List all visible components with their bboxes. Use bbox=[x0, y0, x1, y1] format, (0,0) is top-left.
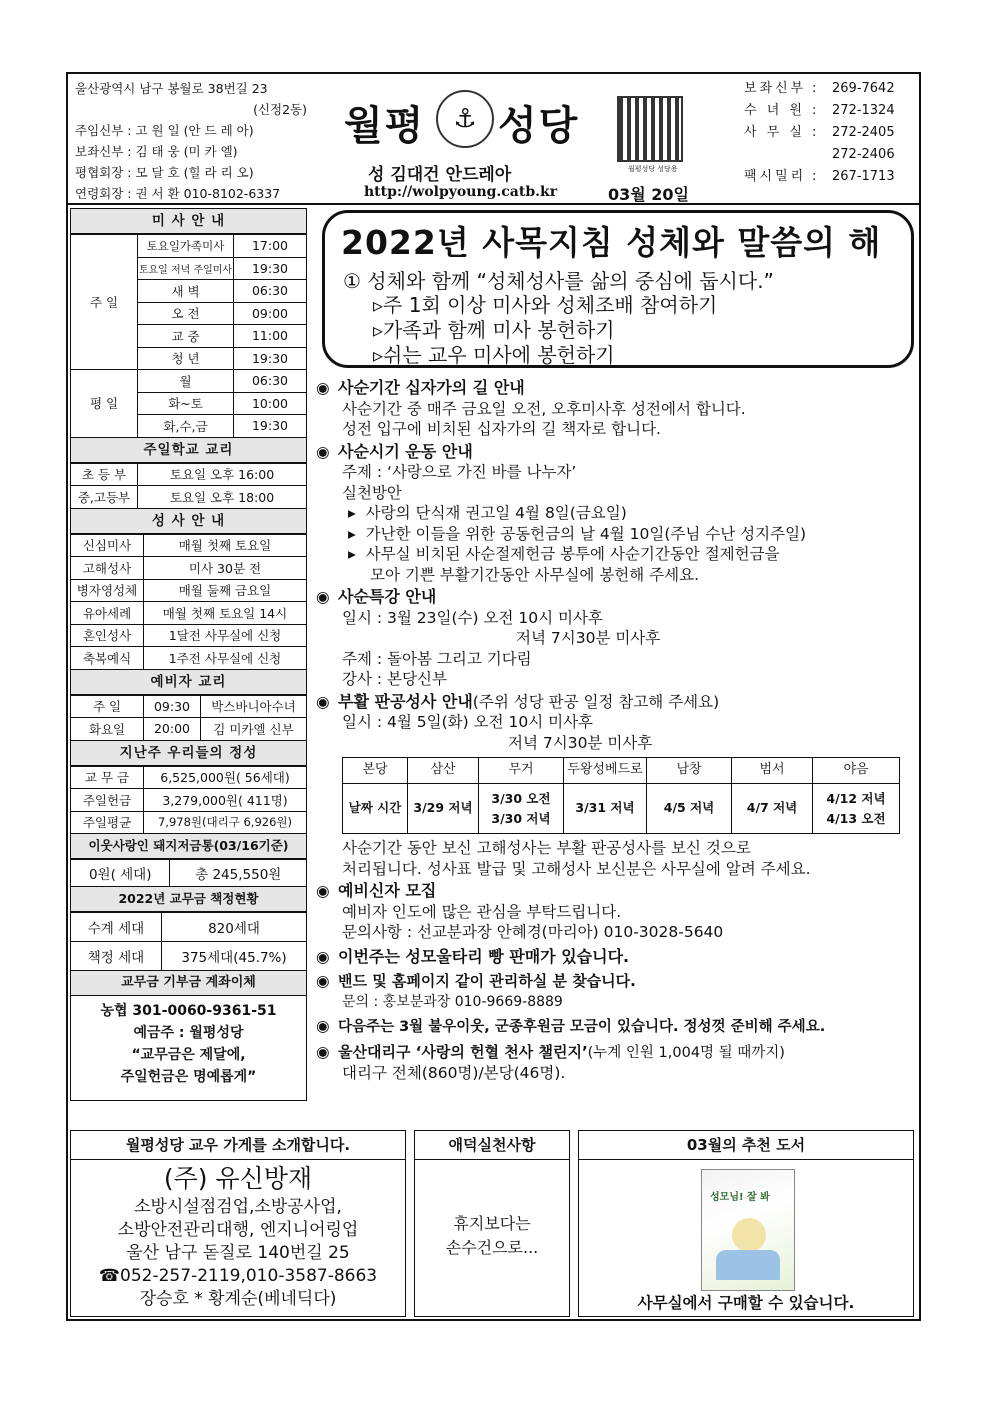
shop-owner: 장승호 * 황계순(베네딕다) bbox=[139, 1289, 337, 1309]
offering-amount: 3,279,000원( 411명) bbox=[144, 789, 307, 812]
notice-line: 저녁 7시30분 미사후 bbox=[508, 733, 653, 752]
shop-details bbox=[71, 1196, 405, 1311]
mass-name: 청 년 bbox=[138, 347, 234, 370]
book-caption: 사무실에서 구매할 수 있습니다. bbox=[637, 1294, 855, 1312]
mass-name: 화~토 bbox=[138, 392, 234, 415]
offering-type: 주일헌금 bbox=[71, 789, 144, 812]
sacrament-name: 축복예식 bbox=[71, 647, 144, 670]
sunday-label: 주 일 bbox=[71, 235, 138, 370]
banner-sub: ▹쉬는 교우 미사에 봉헌하기 bbox=[373, 343, 615, 367]
mass-table bbox=[70, 234, 307, 438]
charity-title: 애덕실천사항 bbox=[415, 1131, 569, 1160]
catechumen-time: 20:00 bbox=[144, 718, 201, 741]
header-contacts bbox=[744, 78, 914, 188]
notice-line: 문의사항 : 선교분과장 안혜경(마리아) 010-3028-5640 bbox=[342, 923, 724, 941]
sacrament-info: 매월 첫째 토요일 bbox=[144, 534, 307, 557]
penance-cell: 3/30 오전 3/30 저녁 bbox=[479, 784, 564, 834]
staff-row: 연령회장 : 권 서 환 010-8102-6337 bbox=[75, 186, 281, 201]
mass-name: 새 벽 bbox=[138, 280, 234, 303]
bulletin-date: 03월 20일 bbox=[608, 185, 690, 204]
staff-row: 주임신부 : 고 원 일 (안 드 레 아) bbox=[75, 123, 254, 138]
contact-row: 수 녀 원 : 272-1324 bbox=[744, 103, 895, 118]
mass-name: 화,수,금 bbox=[138, 415, 234, 438]
church-name-left: 월평 bbox=[344, 103, 426, 149]
shop-box bbox=[70, 1130, 406, 1317]
book-box bbox=[578, 1130, 914, 1317]
catechumen-day: 화요일 bbox=[71, 718, 144, 741]
patron-saint: 성 김대건 안드레아 bbox=[368, 165, 512, 185]
header-left-info bbox=[75, 78, 315, 204]
notice-title: ◉ 예비신자 모집 bbox=[316, 881, 437, 900]
sacrament-info: 매월 둘째 금요일 bbox=[144, 579, 307, 602]
shop-line: 소방시설점검업,소방공사업, bbox=[134, 1197, 342, 1217]
notices bbox=[316, 378, 916, 1084]
notice-title: ◉ 이번주는 성모울타리 빵 판매가 있습니다. bbox=[316, 946, 630, 966]
charity-text bbox=[415, 1212, 569, 1260]
catechumen-teacher: 김 미카엘 신부 bbox=[201, 718, 307, 741]
staff-row: 평협회장 : 모 달 호 (힐 라 리 오) bbox=[75, 165, 254, 180]
catechumen-time: 09:30 bbox=[144, 695, 201, 718]
target-icon: ◉ bbox=[316, 972, 330, 990]
mass-time: 19:30 bbox=[234, 347, 307, 370]
account-box bbox=[70, 996, 307, 1101]
triangle-bullet-icon: ▸ bbox=[348, 504, 356, 522]
slogan-line: 주일헌금은 명예롭게” bbox=[120, 1069, 257, 1085]
notice-line: 문의 : 홍보분과장 010-9669-8889 bbox=[342, 993, 563, 1010]
mass-title: 미 사 안 내 bbox=[70, 208, 307, 234]
penance-cell: 4/5 저녁 bbox=[647, 784, 732, 834]
shop-line: 울산 남구 돋질로 140번길 25 bbox=[126, 1243, 350, 1263]
banner-title: 2022년 사목지침 성체와 말씀의 해 bbox=[341, 223, 882, 262]
notice-line: 일시 : 4월 5일(화) 오전 10시 미사후 bbox=[342, 713, 594, 731]
target-icon: ◉ bbox=[316, 379, 330, 397]
penance-table bbox=[342, 757, 900, 834]
piggy-households: 0원( 세대) bbox=[71, 860, 170, 887]
penance-cell: 3/31 저녁 bbox=[564, 784, 647, 834]
header-divider bbox=[66, 203, 921, 205]
contact-row: 272-2406 bbox=[832, 147, 895, 162]
catechumen-day: 주 일 bbox=[71, 695, 144, 718]
book-title: 03월의 추천 도서 bbox=[579, 1131, 913, 1160]
book-cover-title: 성모님! 잘 봐 bbox=[710, 1192, 770, 1203]
bullet-item: ▸ 가난한 이들을 위한 공동헌금의 날 4월 10일(주님 수난 성지주일) bbox=[348, 524, 807, 543]
sacrament-name: 혼인성사 bbox=[71, 624, 144, 647]
bank-account: 농협 301-0060-9361-51 bbox=[100, 1003, 277, 1019]
mass-name: 교 중 bbox=[138, 325, 234, 348]
school-grade: 중,고등부 bbox=[71, 486, 138, 509]
notice-line: 저녁 7시30분 미사후 bbox=[516, 629, 661, 647]
school-time: 토요일 오후 16:00 bbox=[138, 463, 307, 486]
banner-sub: ▹가족과 함께 미사 봉헌하기 bbox=[373, 318, 615, 342]
slogan-line: “교무금은 제달에, bbox=[131, 1047, 246, 1063]
sacrament-title: 성 사 안 내 bbox=[70, 509, 307, 534]
shop-title: 월평성당 교우 가게를 소개합니다. bbox=[71, 1131, 405, 1160]
mass-name: 월 bbox=[138, 370, 234, 393]
school-table bbox=[70, 463, 307, 509]
contact-row: 팩시밀리 : 267-1713 bbox=[744, 169, 895, 184]
dues-count: 375세대(45.7%) bbox=[162, 942, 307, 971]
staff-row: 보좌신부 : 김 태 웅 (미 카 엘) bbox=[75, 144, 238, 159]
mass-time: 10:00 bbox=[234, 392, 307, 415]
contact-row: 보좌신부 : 269-7642 bbox=[744, 81, 895, 96]
sacrament-name: 병자영성체 bbox=[71, 579, 144, 602]
charity-box bbox=[414, 1130, 570, 1317]
shop-phone: ☎052-257-2119,010-3587-8663 bbox=[98, 1266, 378, 1286]
parish-header: 두왕성베드로 bbox=[564, 758, 647, 784]
notice-title: ◉ 울산대리구 ‘사랑의 헌혈 천사 챌린지’(누계 인원 1,004명 될 때까지) bbox=[316, 1042, 785, 1061]
pastoral-banner bbox=[322, 210, 914, 368]
sacrament-name: 고해성사 bbox=[71, 557, 144, 580]
book-cover-image bbox=[701, 1169, 795, 1291]
account-title: 교무금 기부금 계좌이체 bbox=[70, 971, 307, 996]
dues-table bbox=[70, 912, 307, 971]
mass-time: 06:30 bbox=[234, 280, 307, 303]
target-icon: ◉ bbox=[316, 947, 330, 966]
catechumen-table bbox=[70, 695, 307, 741]
dues-title: 2022년 교무금 책정현황 bbox=[70, 887, 307, 912]
penance-cell: 4/7 저녁 bbox=[732, 784, 813, 834]
shop-line: 소방안전관리대행, 엔지니어링업 bbox=[117, 1220, 359, 1240]
triangle-bullet-icon: ▸ bbox=[348, 524, 356, 543]
mass-time: 09:00 bbox=[234, 302, 307, 325]
weekday-label: 평 일 bbox=[71, 370, 138, 438]
target-icon: ◉ bbox=[316, 1042, 330, 1061]
qr-caption: 월평성당 성당용 bbox=[628, 165, 678, 173]
piggy-table bbox=[70, 859, 307, 887]
notice-line: 주제 : ‘사랑으로 가진 바를 나누자’ bbox=[342, 463, 577, 481]
sacrament-name: 유아세례 bbox=[71, 602, 144, 625]
row-label: 날짜 시간 bbox=[343, 784, 408, 834]
cross-anchor-emblem-icon: ⚓ bbox=[436, 90, 494, 148]
offering-amount: 7,978원(대리구 6,926원) bbox=[144, 811, 307, 834]
mass-time: 19:30 bbox=[234, 257, 307, 280]
mass-time: 11:00 bbox=[234, 325, 307, 348]
sidebar bbox=[70, 208, 307, 1101]
dues-type: 책정 세대 bbox=[71, 942, 162, 971]
offering-amount: 6,525,000원( 56세대) bbox=[144, 766, 307, 789]
target-icon: ◉ bbox=[316, 588, 330, 606]
offering-table bbox=[70, 766, 307, 835]
notice-line: 일시 : 3월 23일(수) 오전 10시 미사후 bbox=[342, 608, 603, 627]
account-holder: 예금주 : 월평성당 bbox=[133, 1025, 244, 1041]
notice-line: 모아 기쁜 부활기간동안 사무실에 봉헌해 주세요. bbox=[370, 565, 700, 584]
notice-line: 처리됩니다. 성사표 발급 및 고해성사 보신분은 사무실에 알려 주세요. bbox=[342, 859, 811, 878]
piggy-total: 총 245,550원 bbox=[170, 860, 307, 887]
church-logo bbox=[340, 88, 600, 158]
piggy-title: 이웃사랑인 돼지저금통(03/16기준) bbox=[70, 834, 307, 859]
parish-header: 야음 bbox=[813, 758, 900, 784]
children-figures-icon bbox=[716, 1250, 780, 1280]
offering-title: 지난주 우리들의 정성 bbox=[70, 741, 307, 766]
target-icon: ◉ bbox=[316, 1017, 330, 1035]
sacrament-info: 1달전 사무실에 신청 bbox=[144, 624, 307, 647]
sacrament-table bbox=[70, 534, 307, 670]
parish-header: 본당 bbox=[343, 758, 408, 784]
notice-line: 대리구 전체(860명)/본당(46명). bbox=[342, 1064, 566, 1082]
catechumen-teacher: 박스바니아수녀 bbox=[201, 695, 307, 718]
church-name-right: 성당 bbox=[498, 103, 580, 149]
contact-row: 사 무 실 : 272-2405 bbox=[744, 125, 895, 140]
dues-count: 820세대 bbox=[162, 913, 307, 942]
notice-line: 주제 : 돌아봄 그리고 기다림 bbox=[342, 649, 532, 668]
penance-cell: 3/29 저녁 bbox=[408, 784, 479, 834]
parish-header: 범서 bbox=[732, 758, 813, 784]
notice-title: ◉ 다음주는 3월 불우이웃, 군종후원금 모금이 있습니다. 정성껏 준비해 주세요. bbox=[316, 1017, 826, 1035]
triangle-bullet-icon: ▸ bbox=[348, 545, 356, 563]
banner-sub: ▹주 1회 이상 미사와 성체조배 참여하기 bbox=[373, 293, 718, 317]
school-title: 주일학교 교리 bbox=[70, 438, 307, 463]
shop-name: (주) 유신방재 bbox=[163, 1164, 313, 1193]
address-line-2: (신정2동) bbox=[253, 102, 307, 117]
target-icon: ◉ bbox=[316, 882, 330, 900]
banner-line: ① 성체와 함께 “성체성사를 삶의 중심에 둡시다.” bbox=[343, 269, 774, 293]
charity-line: 손수건으로... bbox=[445, 1238, 539, 1257]
notice-title: ◉ 사순시기 운동 안내 bbox=[316, 441, 473, 461]
notice-line: 사순기간 동안 보신 고해성사는 부활 판공성사를 보신 것으로 bbox=[342, 839, 751, 857]
mary-figure-icon bbox=[732, 1218, 766, 1252]
sacrament-info: 1주전 사무실에 신청 bbox=[144, 647, 307, 670]
parish-header: 삼산 bbox=[408, 758, 479, 784]
notice-line: 실천방안 bbox=[342, 483, 402, 502]
qr-code-icon bbox=[617, 96, 683, 162]
church-url[interactable]: http://wolpyoung.catb.kr bbox=[364, 184, 558, 200]
address-line: 울산광역시 남구 봉월로 38번길 23 bbox=[75, 81, 268, 96]
bullet-item: ▸ 사무실 비치된 사순절제헌금 봉투에 사순기간동안 절제헌금을 bbox=[348, 545, 780, 563]
parish-header: 남창 bbox=[647, 758, 732, 784]
notice-line: 강사 : 본당신부 bbox=[342, 670, 447, 688]
school-grade: 초 등 부 bbox=[71, 463, 138, 486]
penance-cell: 4/12 저녁 4/13 오전 bbox=[813, 784, 900, 834]
target-icon: ◉ bbox=[316, 442, 330, 461]
mass-name: 토요일가족미사 bbox=[138, 235, 234, 258]
sacrament-info: 미사 30분 전 bbox=[144, 557, 307, 580]
parish-header: 무거 bbox=[479, 758, 564, 784]
offering-type: 주일평균 bbox=[71, 811, 144, 834]
catechumen-title: 예비자 교리 bbox=[70, 670, 307, 695]
mass-time: 17:00 bbox=[234, 235, 307, 258]
mass-name: 토요일 저녁 주일미사 bbox=[138, 257, 234, 280]
target-icon: ◉ bbox=[316, 692, 330, 711]
notice-line: 사순기간 중 매주 금요일 오전, 오후미사후 성전에서 합니다. bbox=[342, 399, 746, 418]
school-time: 토요일 오후 18:00 bbox=[138, 486, 307, 509]
sacrament-info: 매월 첫째 토요일 14시 bbox=[144, 602, 307, 625]
mass-time: 06:30 bbox=[234, 370, 307, 393]
charity-line: 휴지보다는 bbox=[453, 1214, 531, 1233]
notice-title: ◉ 부활 판공성사 안내(주위 성당 판공 일정 참고해 주세요) bbox=[316, 691, 720, 711]
notice-title: ◉ 밴드 및 홈페이지 같이 관리하실 분 찾습니다. bbox=[316, 972, 636, 990]
notice-line: 예비자 인도에 많은 관심을 부탁드립니다. bbox=[342, 902, 622, 921]
mass-time: 19:30 bbox=[234, 415, 307, 438]
sacrament-name: 신심미사 bbox=[71, 534, 144, 557]
offering-type: 교 무 금 bbox=[71, 766, 144, 789]
notice-title: ◉ 사순기간 십자가의 길 안내 bbox=[316, 378, 525, 397]
bullet-item: ▸ 사랑의 단식재 권고일 4월 8일(금요일) bbox=[348, 504, 627, 522]
dues-type: 수계 세대 bbox=[71, 913, 162, 942]
notice-title: ◉ 사순특강 안내 bbox=[316, 587, 437, 606]
mass-name: 오 전 bbox=[138, 302, 234, 325]
notice-line: 성전 입구에 비치된 십자가의 길 책자로 합니다. bbox=[342, 420, 661, 438]
